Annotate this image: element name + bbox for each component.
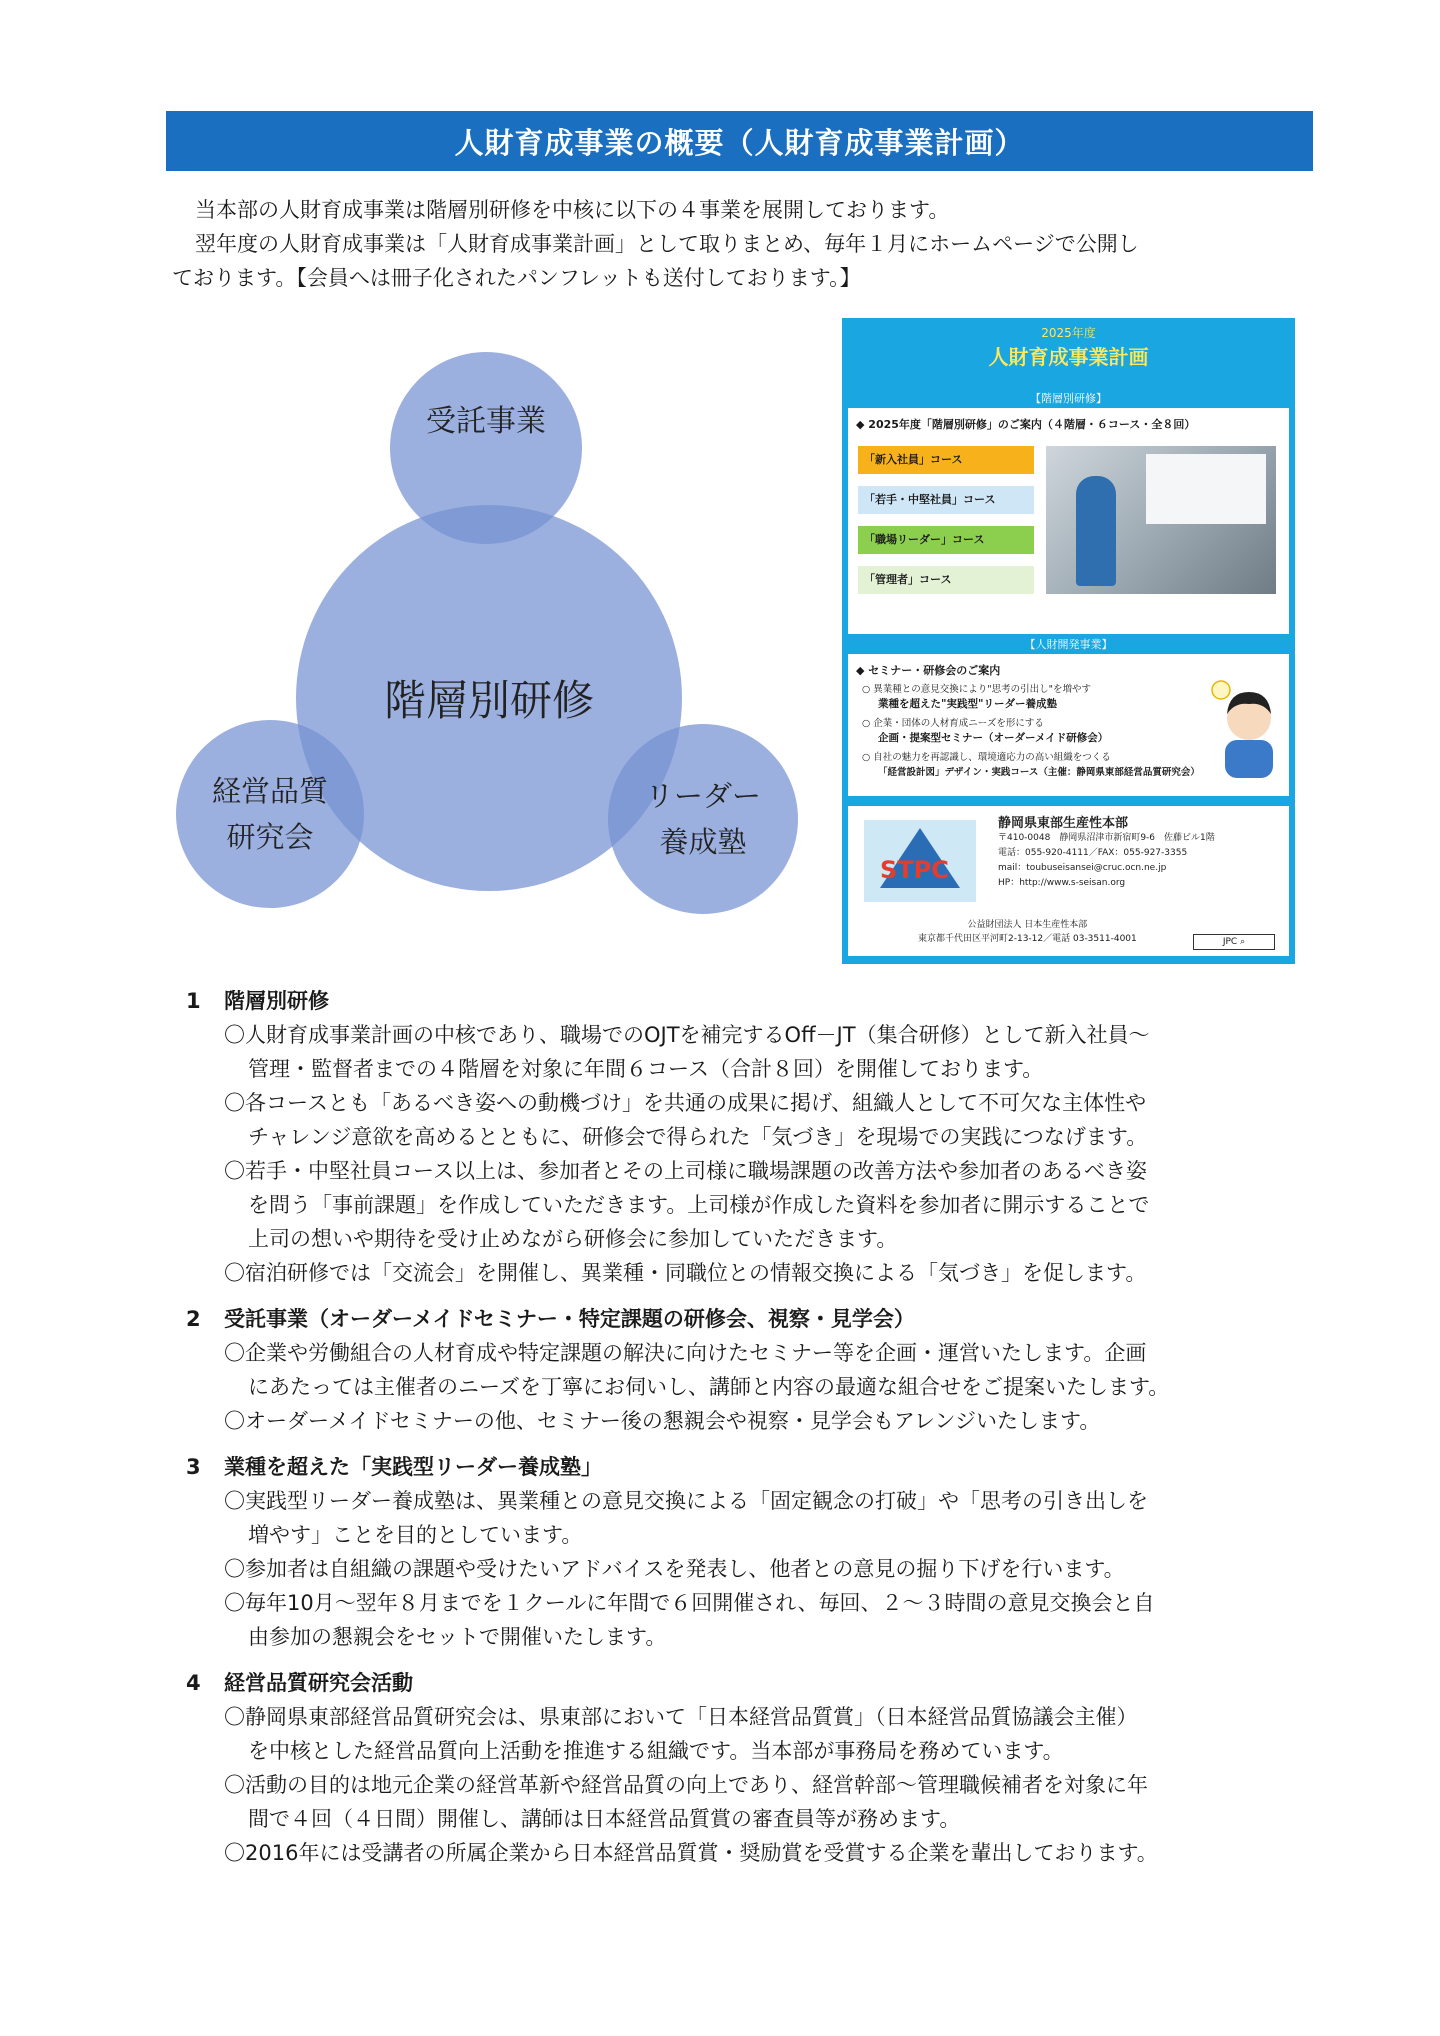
- bullet-line: にあたっては主催者のニーズを丁寧にお伺いし、講師と内容の最適な組合せをご提案いたします。: [248, 1375, 1170, 1399]
- section-bullet: [224, 1404, 1316, 1438]
- course-manager: 「管理者」コース: [858, 566, 1034, 594]
- section-bullet: [224, 1018, 1316, 1086]
- org-homepage: HP：http://www.s-seisan.org: [998, 878, 1126, 888]
- section-title: [186, 984, 1316, 1018]
- bullet-line: 〇参加者は自組織の課題や受けたいアドバイスを発表し、他者との意見の掘り下げを行います。: [224, 1557, 1125, 1581]
- section-title-text: 経営品質研究会活動: [224, 1671, 413, 1695]
- business-section: [186, 1302, 1316, 1438]
- brochure-section-heading: ◆ 2025年度「階層別研修」のご案内（４階層・６コース・全８回）: [856, 418, 1196, 431]
- section-title: [186, 1666, 1316, 1700]
- course-workplace-leader: 「職場リーダー」コース: [858, 526, 1034, 554]
- brochure-year: 2025年度: [1041, 326, 1096, 340]
- section-bullet: [224, 1086, 1316, 1154]
- brochure-cover-image: [842, 318, 1295, 964]
- bullet-line: 〇2016年には受講者の所属企業から日本経営品質賞・奨励賞を受賞する企業を輩出しております。: [224, 1841, 1158, 1865]
- business-section: [186, 1450, 1316, 1654]
- parent-org-address: 東京都千代田区平河町2-13-12／電話 03-3511-4001: [918, 934, 1137, 944]
- bullet-line: 〇毎年10月～翌年８月までを１クールに年間で６回開催され、毎回、２～３時間の意見交換会と自: [224, 1591, 1155, 1615]
- brochure-title: 人財育成事業計画: [988, 345, 1149, 369]
- contact-address: [998, 816, 1215, 891]
- brochure-section-bar: 【階層別研修】: [848, 390, 1289, 408]
- bullet-line: を中核とした経営品質向上活動を推進する組織です。当本部が事務局を務めています。: [248, 1739, 1064, 1763]
- section-title: [186, 1450, 1316, 1484]
- section-number: 4: [186, 1671, 201, 1695]
- bullet-line: 増やす」ことを目的としています。: [248, 1523, 583, 1547]
- person-illustration-icon: [1207, 678, 1279, 778]
- seminar-name: 企画・提案型セミナー（オーダーメイド研修会）: [878, 732, 1109, 744]
- section-bullet: [224, 1768, 1316, 1836]
- section-bullet: [224, 1154, 1316, 1256]
- venn-label-line: 経営品質: [211, 774, 328, 808]
- bullet-line: 上司の想いや期待を受け止めながら研修会に参加していただきます。: [248, 1227, 898, 1251]
- page-title-banner: 人財育成事業の概要（人財育成事業計画）: [166, 111, 1313, 171]
- brochure-panel-development: [848, 636, 1289, 796]
- seminar-photo: [1046, 446, 1276, 594]
- business-sections: [186, 984, 1316, 1882]
- brochure-panel-level-training: [848, 390, 1289, 634]
- section-number: 2: [186, 1307, 201, 1331]
- intro-line: 当本部の人財育成事業は階層別研修を中核に以下の４事業を展開しております。: [195, 198, 950, 222]
- seminar-note: ○ 自社の魅力を再認識し、環境適応力の高い組織をつくる: [862, 752, 1111, 763]
- section-number: 1: [186, 989, 201, 1013]
- section-title-text: 階層別研修: [224, 989, 329, 1013]
- venn-label-quality-study: [212, 768, 328, 860]
- brochure-section-bar: 【人財開発事業】: [848, 636, 1289, 654]
- bullet-line: 〇若手・中堅社員コース以上は、参加者とその上司様に職場課題の改善方法や参加者のあるべき姿: [224, 1159, 1147, 1183]
- bullet-line: を問う「事前課題」を作成していただきます。上司様が作成した資料を参加者に開示することで: [248, 1193, 1150, 1217]
- venn-circle-quality-study: [176, 720, 364, 908]
- search-icon: ⌕: [1240, 937, 1246, 947]
- section-bullet: [224, 1484, 1316, 1552]
- bullet-line: 由参加の懇親会をセットで開催いたします。: [248, 1625, 667, 1649]
- seminar-note: ○ 異業種との意見交換により"思考の引出し"を増やす: [862, 684, 1092, 695]
- brochure-section-heading: ◆ セミナー・研修会のご案内: [856, 664, 1001, 677]
- parent-org-name: 公益財団法人 日本生産性本部: [967, 920, 1088, 930]
- seminar-name: 「経営設計図」デザイン・実践コース（主催：静岡県東部経営品質研究会）: [878, 767, 1200, 778]
- bullet-line: 〇人財育成事業計画の中核であり、職場でのOJTを補完するOff－JT（集合研修）として新入社員～: [224, 1023, 1150, 1047]
- business-section: [186, 1666, 1316, 1870]
- venn-label-outsourced: 受託事業: [426, 404, 546, 439]
- parent-org: [918, 918, 1137, 946]
- section-bullet: [224, 1336, 1316, 1404]
- intro-text: [174, 193, 1314, 295]
- lecturer-figure: [1076, 476, 1116, 586]
- business-section: [186, 984, 1316, 1290]
- intro-line: ております。【会員へは冊子化されたパンフレットも送付しております。】: [172, 266, 861, 290]
- venn-label-line: 研究会: [226, 820, 314, 854]
- section-bullet: [224, 1256, 1316, 1290]
- section-number: 3: [186, 1455, 201, 1479]
- section-title: [186, 1302, 1316, 1336]
- bullet-line: 〇オーダーメイドセミナーの他、セミナー後の懇親会や視察・見学会もアレンジいたします。: [224, 1409, 1101, 1433]
- venn-label-level-training: 階層別研修: [383, 676, 594, 725]
- venn-label-line: 養成塾: [659, 825, 747, 859]
- bullet-line: 〇企業や労働組合の人材育成や特定課題の解決に向けたセミナー等を企画・運営いたします。企画: [224, 1341, 1147, 1365]
- bullet-line: 〇実践型リーダー養成塾は、異業種との意見交換による「固定観念の打破」や「思考の引き出しを: [224, 1489, 1148, 1513]
- venn-circle-leader-school: [608, 724, 798, 914]
- bullet-line: 間で４回（４日間）開催し、講師は日本経営品質賞の審査員等が務めます。: [248, 1807, 961, 1831]
- course-new-employee: 「新入社員」コース: [858, 446, 1034, 474]
- org-phone: 電話：055-920-4111／FAX：055-927-3355: [998, 848, 1188, 858]
- seminar-name: 業種を超えた"実践型"リーダー養成塾: [878, 698, 1057, 710]
- bullet-line: 〇各コースとも「あるべき姿への動機づけ」を共通の成果に掲げ、組織人として不可欠な主体性や: [224, 1091, 1147, 1115]
- stpc-logo-text: STPC: [880, 856, 949, 884]
- section-bullet: [224, 1836, 1316, 1870]
- bullet-line: 〇静岡県東部経営品質研究会は、県東部において「日本経営品質賞」（日本経営品質協議会主催）: [224, 1705, 1138, 1729]
- course-young-mid: 「若手・中堅社員」コース: [858, 486, 1034, 514]
- brochure-header: [842, 318, 1295, 374]
- intro-line: 翌年度の人財育成事業は「人財育成事業計画」として取りまとめ、毎年１月にホームページで公開し: [195, 232, 1139, 256]
- venn-label-line: リーダー: [644, 779, 761, 813]
- section-title-text: 受託事業（オーダーメイドセミナー・特定課題の研修会、視察・見学会）: [224, 1307, 915, 1331]
- bullet-line: 〇活動の目的は地元企業の経営革新や経営品質の向上であり、経営幹部～管理職候補者を対象に年: [224, 1773, 1148, 1797]
- venn-diagram: [170, 350, 810, 920]
- bullet-line: チャレンジ意欲を高めるとともに、研修会で得られた「気づき」を現場での実践につなげます。: [248, 1125, 1148, 1149]
- whiteboard: [1146, 454, 1266, 524]
- bullet-line: 管理・監督者までの４階層を対象に年間６コース（合計８回）を開催しております。: [248, 1057, 1044, 1081]
- jpc-search-box: [1193, 934, 1275, 950]
- seminar-note: ○ 企業・団体の人材育成ニーズを形にする: [862, 718, 1044, 729]
- org-address: 〒410-0048 静岡県沼津市新宿町9-6 佐藤ビル1階: [998, 833, 1215, 843]
- brochure-panel-contact: [848, 806, 1289, 956]
- section-bullet: [224, 1586, 1316, 1654]
- venn-label-leader-school: [645, 773, 761, 865]
- bullet-line: 〇宿泊研修では「交流会」を開催し、異業種・同職位との情報交換による「気づき」を促します。: [224, 1261, 1147, 1285]
- jpc-search-label: JPC: [1222, 937, 1238, 947]
- section-bullet: [224, 1552, 1316, 1586]
- org-name: 静岡県東部生産性本部: [998, 816, 1129, 831]
- section-bullet: [224, 1700, 1316, 1768]
- stpc-logo: [864, 820, 976, 902]
- section-title-text: 業種を超えた「実践型リーダー養成塾」: [224, 1455, 602, 1479]
- org-mail: mail：toubuseisansei@cruc.ocn.ne.jp: [998, 863, 1167, 873]
